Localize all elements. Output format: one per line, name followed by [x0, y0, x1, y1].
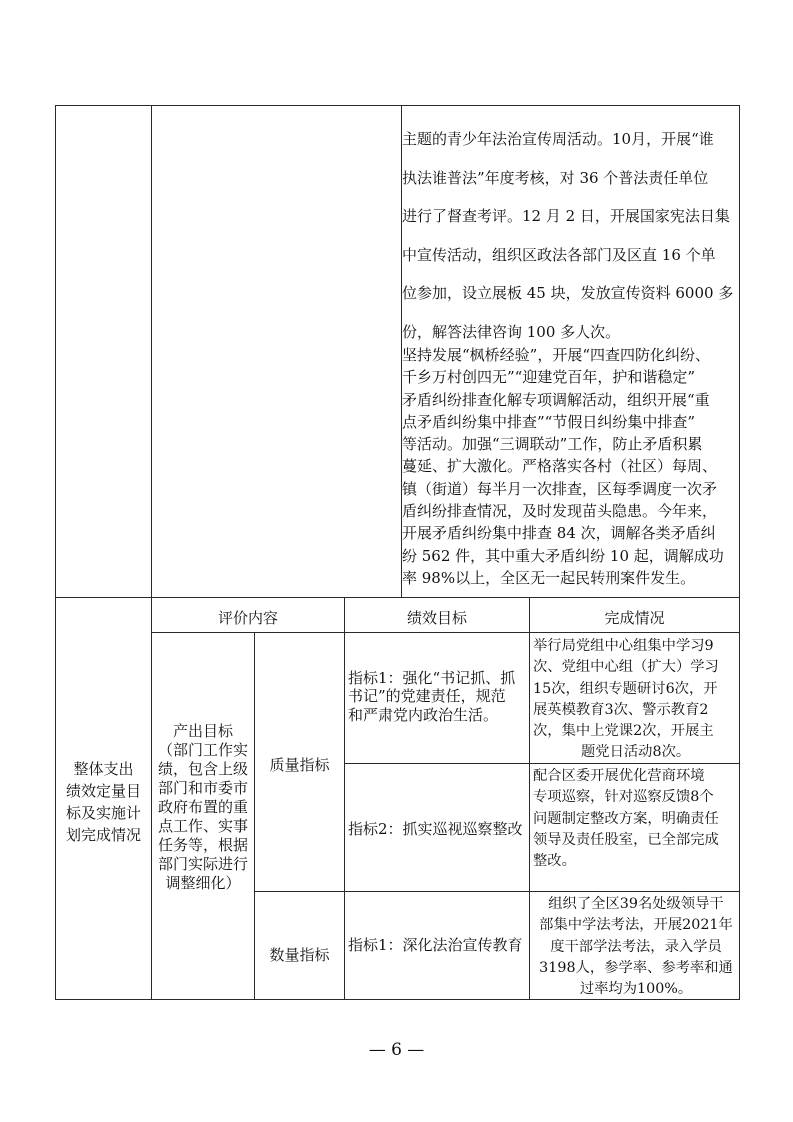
- text-line: 整改。: [533, 853, 576, 870]
- text-line: 产出目标: [172, 722, 233, 740]
- quality-status-1: [533, 636, 719, 764]
- header-target: 绩效目标: [406, 609, 467, 627]
- text-line: 份，解答法律咨询 100 多人次。: [402, 322, 621, 341]
- dispute-resolution-paragraph: [402, 344, 724, 589]
- text-line: 率 98%以上，全区无一起民转刑案件发生。: [402, 568, 696, 587]
- quantity-target-1: [348, 936, 523, 954]
- text-line: 指标2：抓实巡视巡察整改: [348, 820, 523, 838]
- publicity-activities-paragraph: [402, 120, 733, 352]
- text-line: 矛盾纠纷排查化解专项调解活动，组织开展“重: [402, 390, 710, 409]
- text-line: 点矛盾纠纷集中排查”“节假日纠纷集中排查”: [402, 412, 696, 431]
- text-line: 度干部学法考法，录入学员: [550, 938, 722, 955]
- table-top-border: [55, 105, 739, 106]
- quality-indicator-label: 质量指标: [269, 756, 330, 774]
- text-line: 绩，包含上级: [157, 760, 248, 778]
- text-line: 组织了全区39名处级领导干: [548, 896, 724, 912]
- text-line: 3198人，参学率、参考率和通: [539, 959, 733, 976]
- text-line: 15次，组织专题研讨6次，开: [533, 680, 718, 697]
- text-line: 配合区委开展优化营商环境: [533, 768, 705, 784]
- text-line: 执法谁普法”年度考核，对 36 个普法责任单位: [402, 168, 709, 187]
- text-line: 中宣传活动，组织区政法各部门及区直 16 个单: [402, 245, 716, 264]
- text-line: 进行了督查考评。12 月 2 日，开展国家宪法日集: [402, 207, 730, 226]
- text-line: 过率均为100%。: [579, 981, 693, 998]
- text-line: 领导及责任股室，已全部完成: [533, 831, 719, 848]
- quantity-status-1: [533, 894, 739, 1000]
- col-divider-4: [529, 597, 530, 1000]
- text-line: 指标1：深化法治宣传教育: [348, 936, 523, 954]
- text-line: 举行局党组中心组集中学习9: [533, 638, 714, 654]
- header-content: 评价内容: [217, 609, 278, 627]
- text-line: 题党日活动8次。: [581, 744, 691, 761]
- quality-target-1: [348, 669, 515, 724]
- row-divider: [55, 597, 739, 598]
- text-line: 部门实际进行: [157, 855, 248, 873]
- col-divider-3: [344, 597, 345, 1000]
- text-line: 蔓延、扩大激化。严格落实各村（社区）每周、: [402, 457, 718, 476]
- text-line: 整体支出: [73, 760, 134, 778]
- section-label: [56, 758, 151, 846]
- text-line: 问题制定整改方案，明确责任: [533, 810, 719, 827]
- text-line: 坚持发展“枫桥经验”，开展“四查四防化纠纷、: [402, 346, 711, 364]
- text-line: 政府布置的重: [157, 798, 248, 816]
- text-line: 千乡万村创四无”“迎建党百年，护和谐稳定”: [402, 368, 696, 387]
- text-line: 点工作、实事: [157, 817, 248, 835]
- text-line: 盾纠纷排查情况，及时发现苗头隐患。今年来，: [402, 502, 718, 521]
- text-line: 绩效定量目: [65, 782, 141, 800]
- text-line: 调整细化）: [165, 874, 241, 892]
- text-line: 次、党组中心组（扩大）学习: [533, 659, 719, 676]
- col-divider-2: [254, 632, 255, 1000]
- text-line: 等活动。加强“三调联动”工作，防止矛盾积累: [402, 435, 703, 454]
- page-number: — 6 —: [368, 1040, 425, 1060]
- table-right-border: [739, 105, 740, 1000]
- quality-target-2: [348, 820, 523, 838]
- text-line: 专项巡察，针对巡察反馈8个: [533, 789, 714, 806]
- text-line: 开展矛盾纠纷集中排查 84 次，调解各类矛盾纠: [402, 524, 716, 543]
- quality-status-2: [533, 766, 719, 872]
- text-line: 标及实施计: [65, 804, 141, 822]
- text-line: 指标1：强化“书记抓、抓: [348, 669, 516, 687]
- text-line: 展英模教育3次、警示教育2: [533, 701, 709, 718]
- text-line: 部门和市委市: [157, 779, 248, 797]
- text-line: 纷 562 件，其中重大矛盾纠纷 10 起，调解成功: [402, 546, 724, 565]
- text-line: 次，集中上党课2次，开展主: [533, 723, 714, 740]
- text-line: （部门工作实: [157, 741, 248, 759]
- text-line: 任务等，根据: [157, 836, 248, 854]
- table-left-border: [55, 105, 56, 1000]
- text-line: 划完成情况: [65, 826, 141, 844]
- header-row-divider: [151, 632, 739, 633]
- text-line: 部集中学法考法，开展2021年: [539, 917, 733, 934]
- text-line: 和严肃党内政治生活。: [348, 705, 499, 724]
- quantity-indicator-label: 数量指标: [269, 946, 330, 964]
- text-line: 主题的青少年法治宣传周活动。10月，开展“谁: [402, 130, 714, 148]
- output-target-label: [152, 722, 254, 893]
- header-status: 完成情况: [604, 609, 665, 627]
- text-line: 镇（街道）每半月一次排查，区每季调度一次矛: [402, 479, 718, 498]
- text-line: 书记”的党建责任，规范: [348, 687, 506, 706]
- indicator-divider-2: [254, 891, 739, 892]
- text-line: 位参加，设立展板 45 块，发放宣传资料 6000 多: [402, 284, 734, 303]
